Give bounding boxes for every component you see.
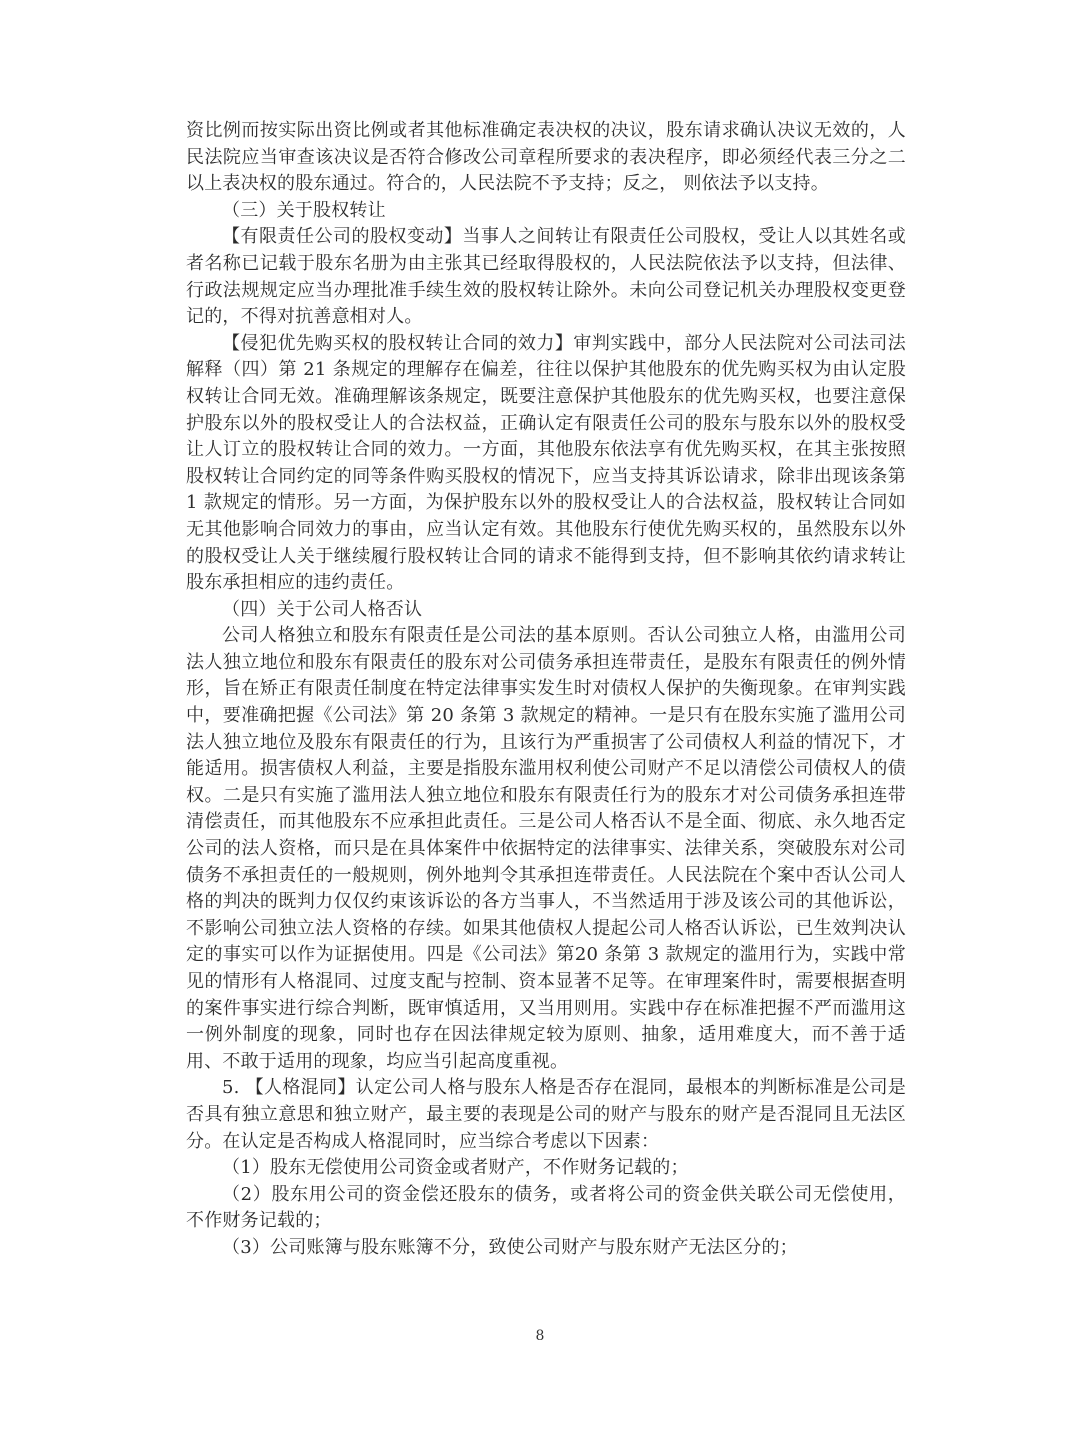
section-heading-veil-piercing: （四）关于公司人格否认: [222, 598, 423, 620]
list-item-2: （2）股东用公司的资金偿还股东的债务，或者将公司的资金供关联公司无偿使用，不作财务记载的；: [186, 1183, 906, 1232]
paragraph-equity-change: 【有限责任公司的股权变动】当事人之间转让有限责任公司股权，受让人以其姓名或者名称已记载于股东名册为由主张其已经取得股权的，人民法院依法予以支持，但法律、行政法规规定应当办理批准手续生效的股权转让除外。未向公司登记机关办理股权变更登记的，不得对抗善意相对人。: [186, 226, 906, 328]
list-item-3: （3）公司账簿与股东账簿不分，致使公司财产与股东财产无法区分的；: [222, 1236, 798, 1258]
paragraph-preemptive-right: 【侵犯优先购买权的股权转让合同的效力】审判实践中，部分人民法院对公司法司法解释（四）第 21 条规定的理解存在偏差，往往以保护其他股东的优先购买权为由认定股权转让合同无效。准确理解该条规定，既要注意保护其他股东的优先购买权，也要注意保护股东以外的股权受让人的合法权益，正确认定有限责任公司的股东与股东以外的股权受让人订立的股权转让合同的效力。一方面，其他股东依法享有优先购买权，在其主张按照股权转让合同约定的同等条件购买股权的情况下，应当支持其诉讼请求，除非出现该条第 1 款规定的情形。另一方面，为保护股东以外的股权受让人的合法权益，股权转让合同如无其他影响合同效力的事由，应当认定有效。其他股东行使优先购买权的，虽然股东以外的股权受让人关于继续履行股权转让合同的请求不能得到支持，但不影响其依约请求转让股东承担相应的违约责任。: [186, 332, 906, 594]
document-body: [186, 118, 906, 1262]
paragraph-personality-confusion: 5. 【人格混同】认定公司人格与股东人格是否存在混同，最根本的判断标准是公司是否具有独立意思和独立财产，最主要的表现是公司的财产与股东的财产是否混同且无法区分。在认定是否构成人格混同时，应当综合考虑以下因素：: [186, 1077, 906, 1152]
section-heading-equity-transfer: （三）关于股权转让: [222, 199, 386, 221]
list-item-1: （1）股东无偿使用公司资金或者财产，不作财务记载的；: [222, 1157, 689, 1179]
page-number: 8: [535, 1328, 545, 1344]
paragraph-continuation: 资比例而按实际出资比例或者其他标准确定表决权的决议，股东请求确认决议无效的，人民法院应当审查该决议是否符合修改公司章程所要求的表决程序，即必须经代表三分之二以上表决权的股东通过。符合的，人民法院不予支持；反之， 则依法予以支持。: [186, 120, 906, 195]
paragraph-veil-piercing: 公司人格独立和股东有限责任是公司法的基本原则。否认公司独立人格，由滥用公司法人独立地位和股东有限责任的股东对公司债务承担连带责任，是股东有限责任的例外情形，旨在矫正有限责任制度在特定法律事实发生时对债权人保护的失衡现象。在审判实践中，要准确把握《公司法》第 20 条第 3 款规定的精神。一是只有在股东实施了滥用公司法人独立地位及股东有限责任的行为，且该行为严重损害了公司债权人利益的情况下，才能适用。损害债权人利益，主要是指股东滥用权利使公司财产不足以清偿公司债权人的债权。二是只有实施了滥用法人独立地位和股东有限责任行为的股东才对公司债务承担连带清偿责任，而其他股东不应承担此责任。三是公司人格否认不是全面、彻底、永久地否定公司的法人资格，而只是在具体案件中依据特定的法律事实、法律关系，突破股东对公司债务不承担责任的一般规则，例外地判令其承担连带责任。人民法院在个案中否认公司人格的判决的既判力仅仅约束该诉讼的各方当事人，不当然适用于涉及该公司的其他诉讼，不影响公司独立法人资格的存续。如果其他债权人提起公司人格否认诉讼，已生效判决认定的事实可以作为证据使用。四是《公司法》第20 条第 3 款规定的滥用行为，实践中常见的情形有人格混同、过度支配与控制、资本显著不足等。在审理案件时，需要根据查明的案件事实进行综合判断，既审慎适用，又当用则用。实践中存在标准把握不严而滥用这一例外制度的现象，同时也存在因法律规定较为原则、抽象，适用难度大，而不善于适用、不敢于适用的现象，均应当引起高度重视。: [186, 625, 906, 1072]
